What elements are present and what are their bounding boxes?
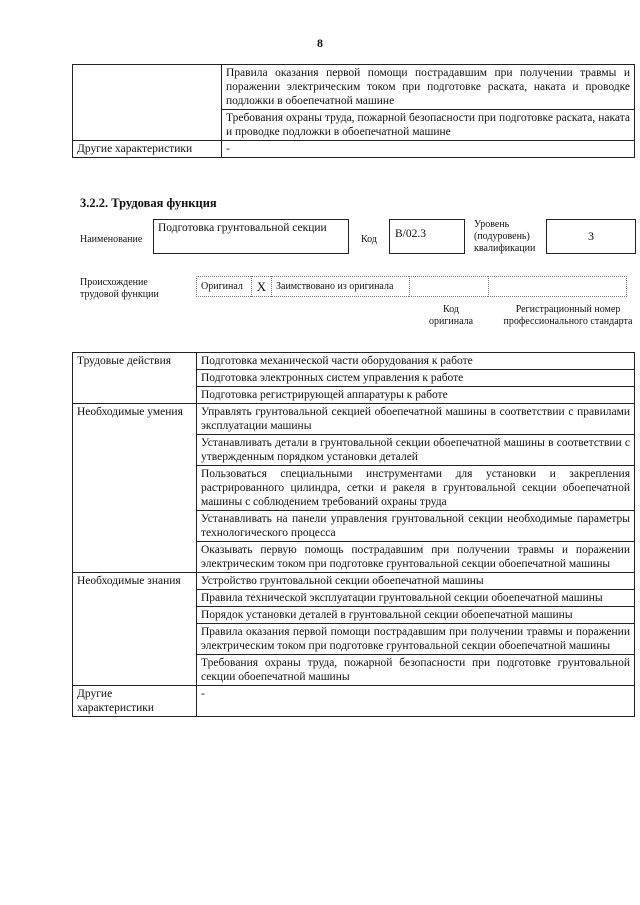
- other-characteristics-value: -: [197, 686, 635, 717]
- table-cell: Подготовка электронных систем управления к работе: [197, 370, 635, 387]
- table-cell: Устройство грунтовальной секции обоепечатной машины: [197, 573, 635, 590]
- code-original-label: Код оригинала: [428, 304, 474, 327]
- origin-borrowed-label: Заимствовано из оригинала: [271, 276, 409, 297]
- level-label: Уровень (подуровень) квалификации: [474, 219, 536, 254]
- other-characteristics-label: Другие характеристики: [73, 686, 197, 717]
- continuation-table: [72, 64, 635, 158]
- labor-actions-label: Трудовые действия: [73, 353, 197, 404]
- name-value: Подготовка грунтовальной секции: [153, 219, 349, 254]
- table-cell: Управлять грунтовальной секцией обоепечатной машины в соответствии с правилами эксплуатации машины: [197, 404, 635, 435]
- code-label: Код: [361, 234, 377, 245]
- table-cell: Устанавливать на панели управления грунтовальной секции необходимые параметры технологического процесса: [197, 511, 635, 542]
- skills-label: Необходимые умения: [73, 404, 197, 573]
- table-cell: Порядок установки деталей в грунтовальной секции обоепечатной машины: [197, 607, 635, 624]
- origin-row: [196, 276, 627, 297]
- knowledge-label: Необходимые знания: [73, 573, 197, 686]
- section-title: 3.2.2. Трудовая функция: [80, 196, 217, 210]
- other-characteristics-value: -: [222, 141, 635, 158]
- other-characteristics-label: Другие характеристики: [73, 141, 222, 158]
- table-cell: Правила оказания первой помощи пострадавшим при получении травмы и поражении электрическим током при подготовке грунтовальной секции обоепечатной машины: [197, 624, 635, 655]
- table-cell: Устанавливать детали в грунтовальной секции обоепечатной машины в соответствии с утвержденным порядком установки деталей: [197, 435, 635, 466]
- table-cell: Требования охраны труда, пожарной безопасности при подготовке грунтовальной секции обоепечатной машины: [197, 655, 635, 686]
- code-value: B/02.3: [389, 219, 465, 254]
- page-number: 8: [317, 36, 323, 50]
- name-label: Наименование: [80, 234, 143, 245]
- table-cell: Подготовка механической части оборудования к работе: [197, 353, 635, 370]
- origin-mark: X: [251, 276, 271, 297]
- function-table: [72, 352, 635, 717]
- table-cell: Пользоваться специальными инструментами для установки и закрепления растрированного цилиндра, сетки и ракеля в грунтовальной секции обоепечатной машины с соблюдением требований охраны труда: [197, 466, 635, 511]
- table-cell: Оказывать первую помощь пострадавшим при получении травмы и поражении электрическим током при подготовке грунтовальной секции обоепечатной машины: [197, 542, 635, 573]
- table-cell: Подготовка регистрирующей аппаратуры к работе: [197, 387, 635, 404]
- origin-original-label: Оригинал: [196, 276, 251, 297]
- origin-reg-cell: [488, 276, 627, 297]
- origin-label: Происхождение трудовой функции: [80, 277, 159, 300]
- origin-code-cell: [409, 276, 488, 297]
- level-value: 3: [546, 219, 636, 254]
- table-cell: Требования охраны труда, пожарной безопасности при подготовке раската, наката и проводке подложки в обоепечатной машине: [222, 110, 635, 141]
- table-cell: Правила технической эксплуатации грунтовальной секции обоепечатной машины: [197, 590, 635, 607]
- empty-label-cell: [73, 65, 222, 141]
- reg-number-label: Регистрационный номер профессионального стандарта: [503, 304, 633, 327]
- table-cell: Правила оказания первой помощи пострадавшим при получении травмы и поражении электрическим током при подготовке раската, наката и проводке подложки в обоепечатной машине: [222, 65, 635, 110]
